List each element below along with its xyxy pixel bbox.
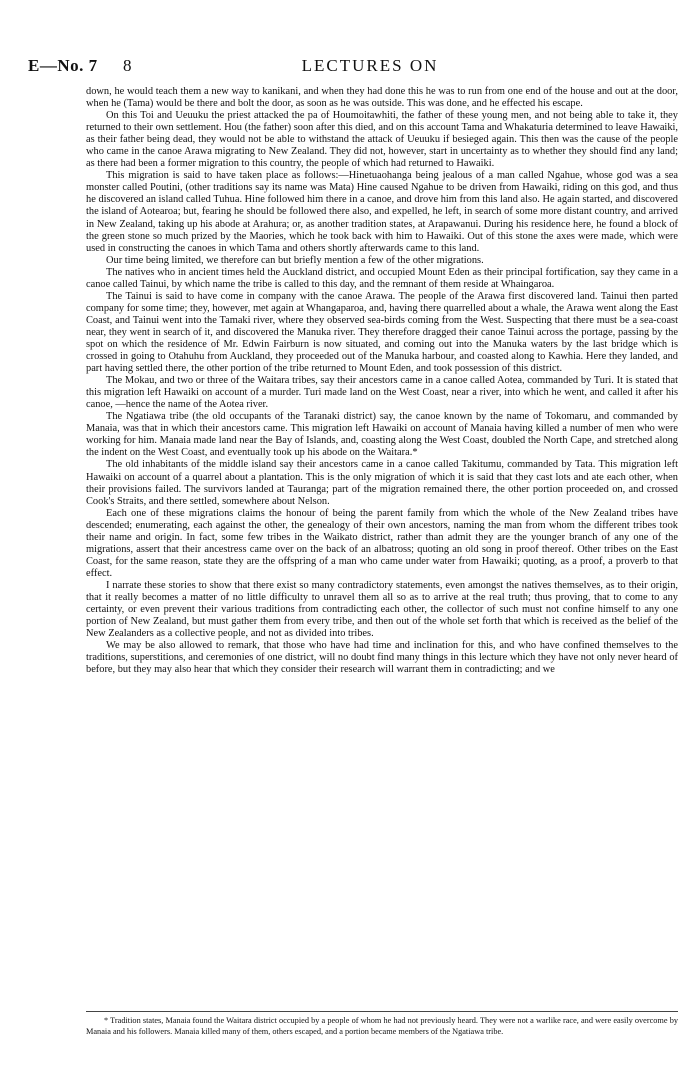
footnote: * Tradition states, Manaia found the Waitara district occupied by a people of whom he had not previously heard. They were not a warlike race, and were easily overcome by Manaia and his followers. Manaia killed many of them, others escaped, and a portion became members of the Ngatiawa tribe. (86, 1016, 678, 1036)
paragraph: The Tainui is said to have come in company with the canoe Arawa. The people of the Arawa first discovered land. Tainui then parted company for some time; they, however, met again at Whangaparoa, and, having there quarrelled about a whale, the Arawa went along the East Coast, and Tainui went into the Tamaki river, where they observed sea-birds coming from the West. Suspecting that there must be a sea-coast near, they went in search of it, and discovered the Manuka river. They therefore dragged their canoe Tainui across the portage, passing by the spot on which the residence of Mr. Edwin Fairburn is now situated, and coming out into the Manuka waters by the last bridge which is crossed in going to Otahuhu from Auckland, they proceeded out of the Manuka harbour, and coasted along to Kawhia. Here they landed, and part having settled there, the other portion of the tribe returned to Mount Eden, and took possession of this district. (86, 290, 678, 375)
page-header (28, 56, 672, 80)
paragraph: Our time being limited, we therefore can but briefly mention a few of the other migrations. (106, 254, 484, 266)
paragraph: This migration is said to have taken place as follows:—Hinetuaohanga being jealous of a man called Ngahue, whose god was a sea monster called Poutini, (other traditions say its name was Mata) Hine caused Ngahue to be driven from Hawaiki, riding on this god, and thus he discovered an island called Tuhua. Hine followed him there in a canoe, and drove him from this land also. He again started, and discovered the island of Aotearoa; but, fearing he should be followed there also, and expelled, he left, in search of some more distant country, and arrived in New Zealand, taking up his abode at Arahura; or, as another tradition states, at Arapawanui. During his residence here, he found a block of the green stone so much prized by the Maories, which he took back with him to Hawaiki. Out of this stone the axes were made, which were used in constructing the canoes in which Tama and others shortly afterwards came to this land. (86, 170, 678, 254)
footnote-divider (86, 1011, 678, 1012)
paragraph: The old inhabitants of the middle island say their ancestors came in a canoe called Takitumu, commanded by Tata. This migration left Hawaiki on account of a quarrel about a plantation. This is the only migration of which it is said that they cast lots and ate each other, when their provisions failed. The survivors landed at Tauranga; part of the migration remained there, the other portion proceeded on, and crossed Cook's Straits, and there settled, somewhere about Nelson. (86, 459, 678, 507)
paragraph: down, he would teach them a new way to kanikani, and when they had done this he was to run from one end of the house and out at the door, when he (Tama) would be there and bolt the door, as soon as he was outside. This was done, and he effected his escape. (86, 86, 678, 110)
body-text (86, 86, 678, 676)
paragraph: We may be also allowed to remark, that those who have had time and inclination for this, and who have confined themselves to the traditions, superstitions, and ceremonies of one district, will no doubt find many things in this lecture which they have not only never heard of before, but they may also hear that which they consider their research will warrant them in contradicting; and we (86, 640, 678, 676)
running-title: LECTURES ON (301, 56, 439, 75)
paragraph: Each one of these migrations claims the honour of being the parent family from which the whole of the New Zealand tribes have descended; enumerating, each against the other, the genealogy of their own ancestors, naming the man from whom the different tribes took their name and origin. In fact, some few tribes in the Waikato district, rather than admit they are the younger branch of any one of the migrations, assert that their ancestress came over on the back of an albatross; quoting an old song in proof thereof. Other tribes on the East Coast, for the same reason, state they are the offspring of a man who came under water from Hawaiki; quoting, as a proof, a proverb to that effect. (86, 507, 678, 579)
paragraph: The Ngatiawa tribe (the old occupants of the Taranaki district) say, the canoe known by the name of Tokomaru, and commanded by Manaia, was that in which their ancestors came. This migration left Hawaiki on account of Manaia having killed a number of men who were working for him. Manaia made land near the Bay of Islands, and, coasting along the West Coast, doubled the North Cape, and stretched along the indent on the West Coast, and eventually took up his abode on the Waitara.* (86, 411, 678, 459)
paragraph: The Mokau, and two or three of the Waitara tribes, say their ancestors came in a canoe called Aotea, commanded by Turi. It is stated that this migration left Hawaiki on account of a murder. Turi made land on the West Coast, near a river, into which he went, and called it after his canoe, —hence the name of the Aotea river. (86, 375, 678, 411)
series-label: E—No. 7 (28, 56, 98, 75)
paragraph: The natives who in ancient times held the Auckland district, and occupied Mount Eden as their principal fortification, say they came in a canoe called Tainui, by which name the tribe is called to this day, and the remnant of them reside at Whaingaroa. (86, 266, 678, 290)
paragraph: I narrate these stories to show that there exist so many contradictory statements, even amongst the natives themselves, as to their origin, that it really becomes a matter of no little difficulty to unravel them all so as to arrive at the real truth; thus proving, that to come to any certainty, or even prevent their various traditions from contradicting each other, the collector of such must not confine himself to any one portion of New Zealand, but must gather them from every tribe, and then out of the whole set forth that which is received as the belief of the New Zealanders as a collective people, and not as divided into tribes. (86, 579, 678, 640)
paragraph: On this Toi and Ueuuku the priest attacked the pa of Houmoitawhiti, the father of these young men, and not being able to take it, they returned to their own settlement. Hou (the father) soon after this died, and on this account Tama and Whakaturia determined to leave Hawaiki, as their father being dead, they would not be able to withstand the attack of Ueuuku if besieged again. This then was the cause of the people who came in the canoe Arawa migrating to New Zealand. They did not, however, start in uncertainty as to whether they should find any land; as there had been a former migration to this country, the people of which had returned to Hawaiki. (86, 110, 678, 170)
page-number: 8 (123, 56, 132, 75)
